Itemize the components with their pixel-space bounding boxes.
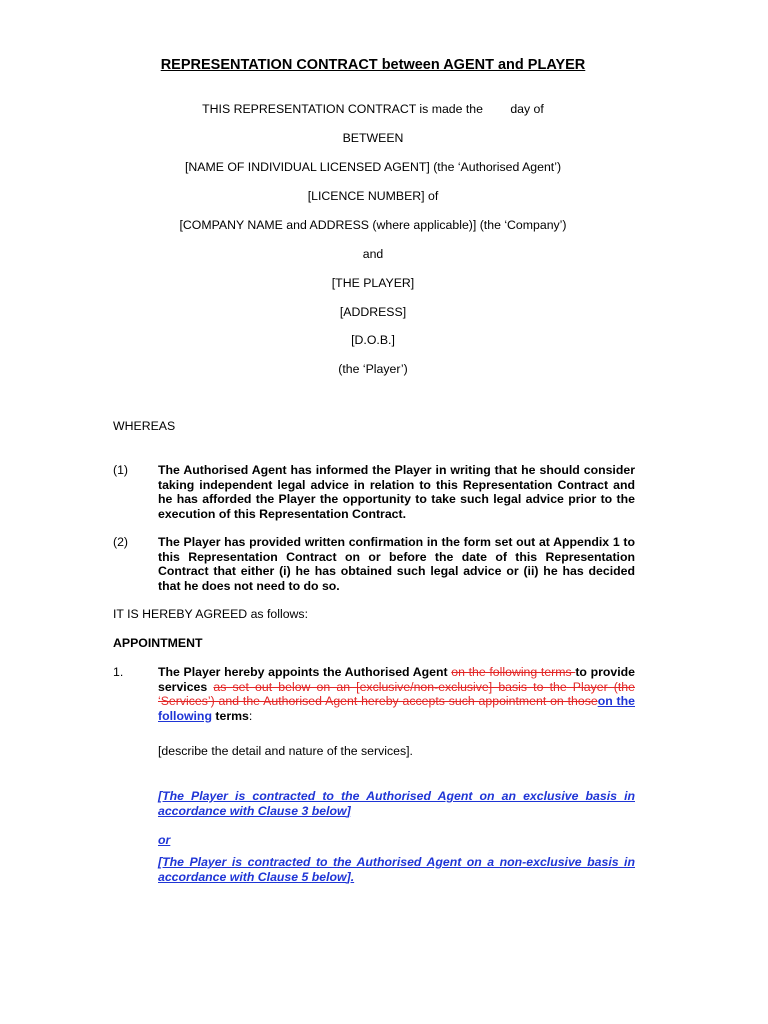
or-line: or (158, 833, 171, 847)
clause-number: 1. (113, 665, 124, 679)
clause-1 (113, 665, 635, 723)
player-line: [THE PLAYER] (331, 276, 415, 290)
clause-text: The Player hereby appoints the Authorised Agent (158, 665, 452, 679)
deleted-text: on the following terms (451, 665, 576, 679)
clause-text: to provide services (158, 665, 635, 694)
recital-text: The Authorised Agent has informed the Player in writing that he should consider taking independent legal advice in relation to this Representation Contract and he has afforded the Player the opportunity to take such legal advice prior to the execution of this Representation Contract. (158, 463, 635, 521)
clause-1-text (158, 665, 635, 723)
agent-name-line: [NAME OF INDIVIDUAL LICENSED AGENT] (the ‘Authorised Agent’) (184, 160, 562, 174)
recital-number: (1) (113, 463, 129, 477)
clause-text: : (248, 708, 253, 723)
recital-text: The Player has provided written confirmation in the form set out at Appendix 1 to this Representation Contract on or before the date of this Representation Contract that either (i) he has obtained such legal advice or (ii) he has decided that he does not need to do so. (158, 535, 635, 593)
exclusive-option: [The Player is contracted to the Authorised Agent on an exclusive basis in accordance with Clause 3 below] (158, 789, 635, 818)
describe-services-line: [describe the detail and nature of the services]. (158, 744, 413, 758)
address-line: [ADDRESS] (339, 305, 407, 319)
inserted-text: on the following (158, 694, 635, 723)
deleted-text: as set out below on an [exclusive/non-exclusive] basis to the Player (the ‘Services’) and the Authorised Agent hereby accepts such appointment on those (158, 679, 635, 708)
and-line: and (362, 247, 384, 261)
company-line: [COMPANY NAME and ADDRESS (where applicable)] (the ‘Company’) (179, 218, 567, 232)
agreed-line: IT IS HEREBY AGREED as follows: (113, 607, 308, 621)
whereas-heading: WHEREAS (113, 419, 176, 433)
made-line: THIS REPRESENTATION CONTRACT is made the day of (202, 102, 544, 116)
between-line: BETWEEN (342, 131, 404, 145)
player-definition-line: (the ‘Player’) (338, 362, 408, 376)
document-title: REPRESENTATION CONTRACT between AGENT and PLAYER (160, 57, 586, 73)
recital-2 (113, 535, 635, 593)
clause-text: terms (211, 708, 249, 723)
dob-line: [D.O.B.] (351, 333, 395, 347)
recital-number: (2) (113, 535, 129, 549)
non-exclusive-option: [The Player is contracted to the Authorised Agent on a non-exclusive basis in accordance with Clause 5 below]. (158, 855, 635, 884)
licence-line: [LICENCE NUMBER] of (307, 189, 439, 203)
recital-1 (113, 463, 635, 521)
appointment-heading: APPOINTMENT (113, 636, 203, 650)
